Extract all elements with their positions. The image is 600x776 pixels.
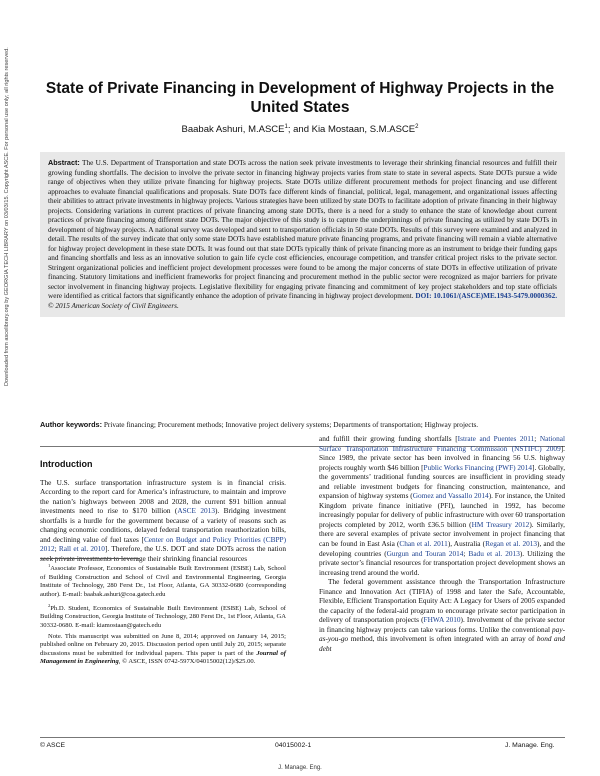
footnote-divider: [40, 558, 140, 559]
citation-link[interactable]: Badu et al. 2013: [468, 548, 520, 558]
abstract-body: The U.S. Department of Transportation and state DOTs across the nation seek private investments to leverage their shrinking financial resources and fulfill their growing funding shortfalls. The decision to involve the private sector in financing highway projects varies from state to state in several aspects. State DOTs pursue a wide range of objectives when they utilize private financing for highway projects. State DOTs utilize different procurement methods for project financing and use different approaches to evaluate financial qualifications and proposals. State DOTs face different kinds of financial, political, legal, management, and organizational issues affecting their abilities to attract private investments in highway projects. Various strategies have been utilized by state DOTs to facilitate adoption of private financing in their highway projects. Considering variations in current practices of private financing among state DOTs, there is a need for a study to enhance the state of knowledge about current practices of private financing among different state DOTs. The major objective of this study is to capture the underpinnings of private financing as utilized by state DOTs in development of highway projects. A national survey was developed and sent to transportation officials in 50 state DOTs. Results of this survey were examined and analyzed in detail. The results of the survey indicate that only some state DOTs have established mature private financing programs, and private financing will remain a viable alternative for highway project development in these state DOTs. It was found out that state DOTs typically think of private financing more as an instrument to bridge their funding gaps and financing shortfalls and less as an innovative solution to gain life cycle cost efficiencies, encourage competition, and transfer critical project risks to the private sector. Stringent organizational policies and inefficient project development processes were found to be among the major concerns of state DOTs in effective utilization of private financing. Statutory limitations and inefficient frameworks for project financing and procurement method in the public sector were recognized as major barriers for private sector involvement in financing highway projects. Legislative flexibility for engaging private financing and commitment of key project stakeholders and top state officials were identified as critical factors that significantly enhance the adoption of private financing in highway project development.: [48, 159, 557, 300]
footnote-2: $^2$Ph.D. Student, Economics of Sustainable Built Environment (ESBE) Lab, School of Building Construction, Georgia Institute of Technology, 280 Ferst Dr., 1st Floor, Atlanta, GA 30332-0680. E-mail: kiamostaan@gatech.edu: [40, 602, 286, 629]
doi-label: DOI:: [415, 292, 432, 300]
citation-link[interactable]: Public Works Financing (PWF) 2014: [423, 462, 533, 472]
citation-link[interactable]: FHWA 2010: [423, 615, 461, 625]
abstract: [40, 152, 565, 317]
author-line: [40, 124, 560, 135]
manuscript-note: Note. This manuscript was submitted on June 8, 2014; approved on January 14, 2015; published online on February 20, 2015. Discussion period open until July 20, 2015; separate discussions must be submitted for individual papers. This paper is part of the Journal of Management in Engineering, © ASCE, ISSN 0742-597X/04015002(12)/$25.00.: [40, 632, 287, 666]
running-footer: J. Manage. Eng.: [278, 765, 322, 771]
author-1: Baabak Ashuri, M.ASCE: [181, 124, 285, 136]
citation-link[interactable]: HM Treasury 2012: [471, 519, 530, 529]
paper-title: State of Private Financing in Development of Highway Projects in the United States: [45, 80, 555, 116]
citation-link[interactable]: Gomez and Vassallo 2014: [412, 491, 489, 501]
right-paragraph-1: and fulfill their growing funding shortfalls [Istrate and Puentes 2011; National Surface Transportation Infrastructure Financing Commission (NSTIFC) 2009]. Since 1989, the private sector has been involved in financing 56 U.S. highway projects roughly worth $46 billion [Public Works Financing (PWF) 2014]. Globally, the governments’ traditional funding sources are insufficient in providing steady and reliable investment budgets for financing construction, maintenance, and expansion of highway systems (Gomez and Vassallo 2014). For instance, the United Kingdom private finance initiative (PFI), launched in 1992, has become increasingly popular for delivery of public infrastructure with over 60 transportation projects completed by 2012, worth £36.5 billion (HM Treasury 2012). Similarly, there are several examples of private sector involvement in project financing that can be found in East Asia (Chan et al. 2011), Australia (Regan et al. 2013), and the developing countries (Gurgun and Touran 2014; Badu et al. 2013). Utilizing the private sector’s financial resources for transportation project development shows an increasing trend around the world.: [319, 434, 566, 577]
author-keywords: [40, 420, 565, 430]
abstract-copyright: © 2015 American Society of Civil Engineers.: [48, 301, 179, 310]
download-note: Downloaded from ascelibrary.org by GEORGIA TECH LIBRARY on 03/03/15. Copyright ASCE. For personal use only; all rights reserved.: [4, 47, 10, 386]
citation-link[interactable]: Chan et al. 2011: [399, 539, 448, 549]
citation-link[interactable]: ASCE 2013: [177, 506, 215, 516]
footer-article-number: 04015002-1: [275, 742, 312, 749]
author-joiner: ; and Kia Mostaan, S.M.ASCE: [287, 124, 416, 136]
left-column: [40, 460, 286, 563]
citation-link[interactable]: National Surface Transportation Infrastructure Financing Commission (NSTIFC) 2009: [319, 434, 565, 453]
citation-link[interactable]: Rall et al. 2010: [58, 544, 105, 554]
footnotes: [40, 562, 286, 669]
footer-divider: [40, 737, 565, 738]
citation-link[interactable]: Regan et al. 2013: [485, 539, 538, 549]
intro-paragraph: The U.S. surface transportation infrastructure system is in financial crisis. According to the report card for America’s infrastructure, to maintain and improve the nation’s highways between 2008 and 2028, the current $91 billion annual investments need to rise to $170 billion (ASCE 2013). Bridging investment shortfalls is a hurdle for the government because of a variety of reasons such as changing economic conditions, delayed federal transportation reauthorization bills, and declining value of fuel taxes [Center on Budget and Policy Priorities (CBPP) 2012; Rall et al. 2010]. Therefore, the U.S. DOT and state DOTs across the nation seek private investments to leverage their shrinking financial resources: [40, 477, 287, 563]
right-column: [319, 434, 565, 654]
author-2-mark: 2: [415, 124, 419, 130]
citation-link[interactable]: Gurgun and Touran 2014: [386, 548, 464, 558]
citation-link[interactable]: Istrate and Puentes 2011: [457, 434, 535, 443]
footnote-1: $^1$Associate Professor, Economics of Sustainable Built Environment (ESBE) Lab, School of Building Construction and School of Civil and Environmental Engineering, Georgia Institute of Technology, 280 Ferst Dr., 1st Floor, Atlanta, GA 30332-0680 (corresponding author). E-mail: baabak.ashuri@coa.gatech.edu: [40, 563, 286, 598]
right-paragraph-2: The federal government assistance through the Transportation Infrastructure Finance and Innovation Act (TIFIA) of 1998 and later the Safe, Accountable, Flexible, Efficient Transportation Equity Act: A Legacy for Users of 2005 expanded the capacity of the federal-aid program to encourage private sector participation in delivery of transportation projects (FHWA 2010). Involvement of the private sector in financing highway projects can take various forms. Unlike the conventional pay-as-you-go method, this involvement is often integrated with an array of bond and debt: [319, 577, 565, 654]
keywords-label: Author keywords:: [40, 420, 103, 429]
abstract-label: Abstract:: [48, 158, 80, 167]
footer-journal: J. Manage. Eng.: [505, 742, 555, 749]
section-heading-introduction: Introduction: [40, 459, 93, 469]
author-1-mark: 1: [284, 124, 288, 130]
citation-link[interactable]: Center on Budget and Policy Priorities (CBPP) 2012: [40, 534, 287, 554]
footer-copyright: © ASCE: [40, 742, 66, 749]
doi-link[interactable]: 10.1061/(ASCE)ME.1943-5479.0000362.: [433, 292, 558, 300]
keywords-text: Private financing; Procurement methods; Innovative project delivery systems; Departments of transportation; Highway projects.: [103, 420, 479, 429]
